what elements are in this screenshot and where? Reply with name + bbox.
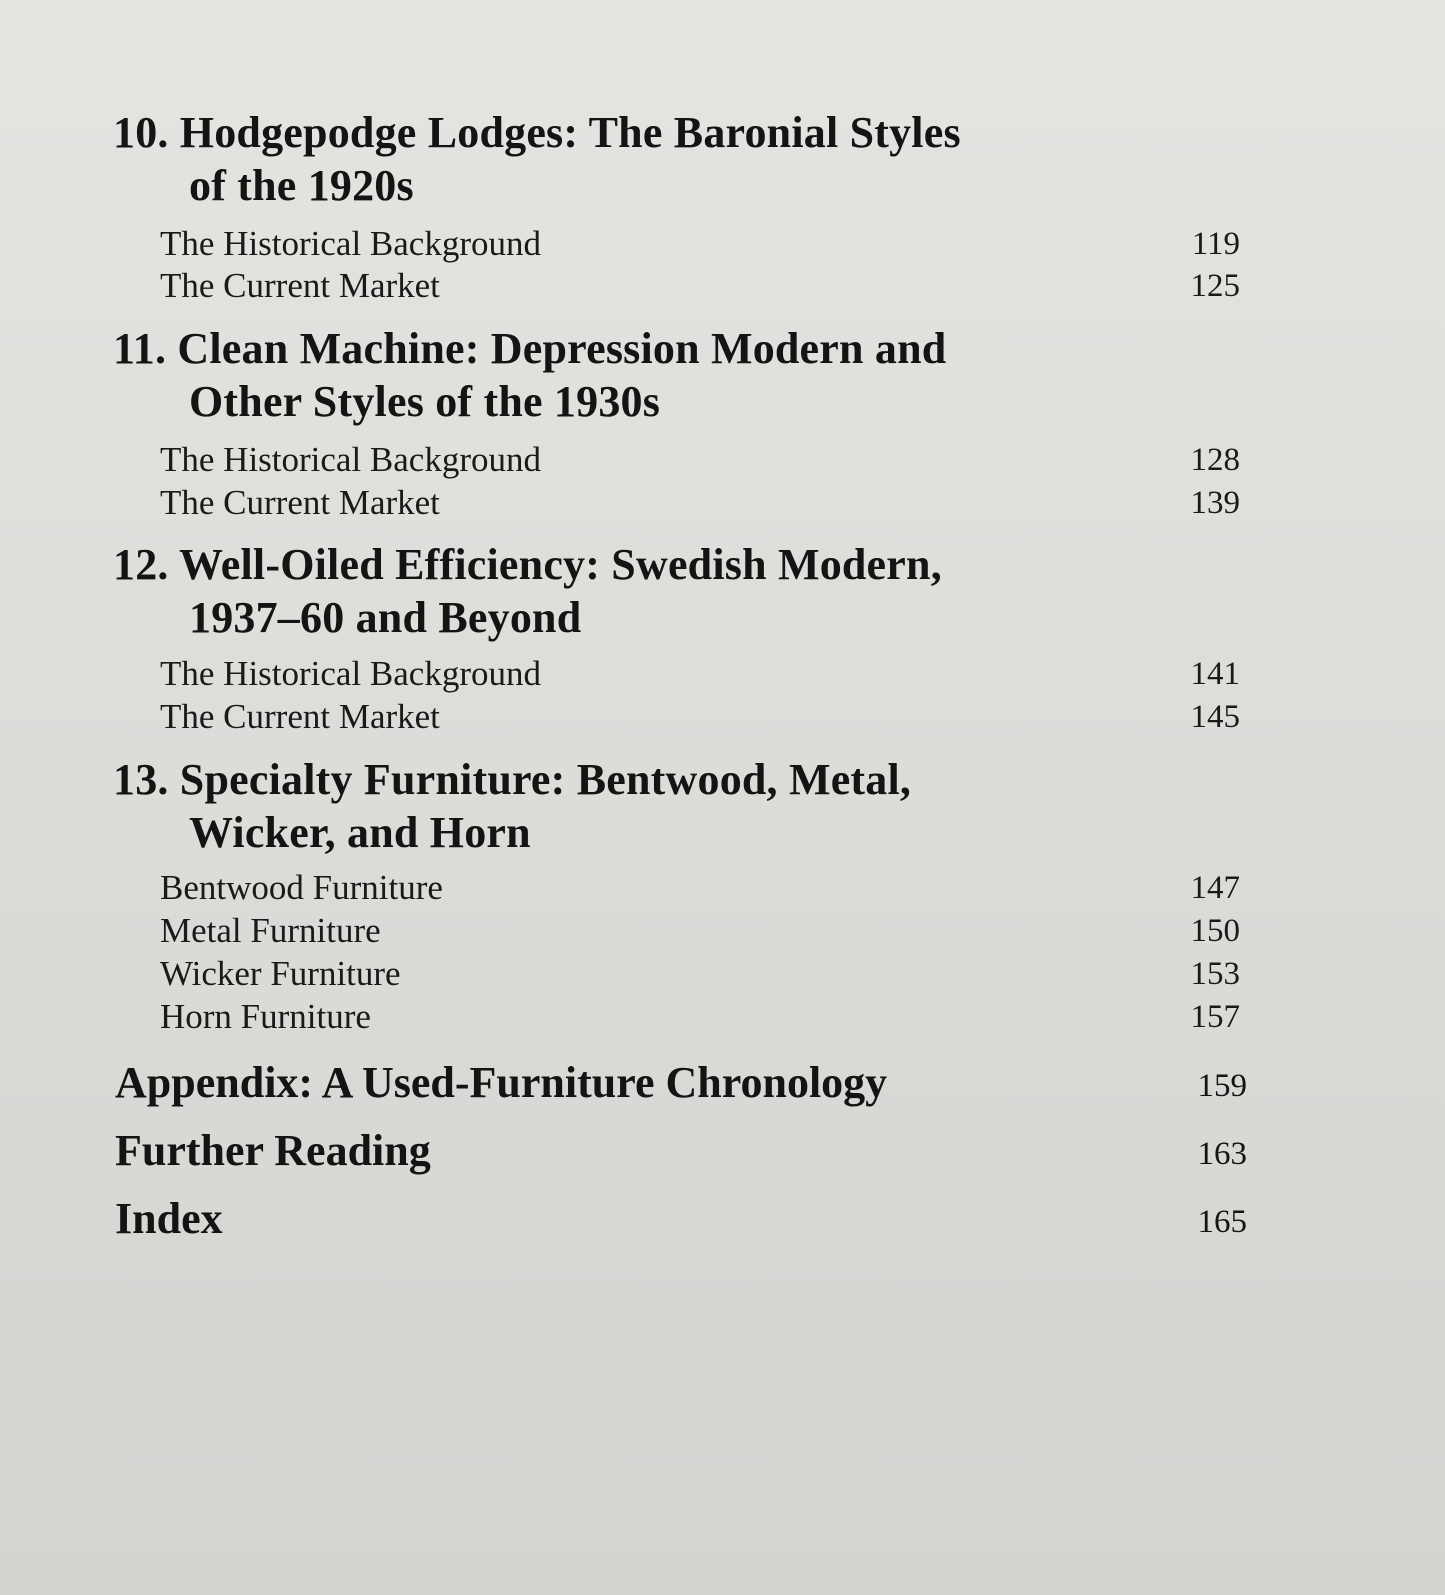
chapter-title-line: 11. Clean Machine: Depression Modern and (113, 324, 947, 373)
page-number: 163 (1197, 1136, 1247, 1172)
chapter-title-line: 1937–60 and Beyond (189, 593, 582, 642)
page-number: 159 (1197, 1068, 1247, 1104)
page-number: 128 (1190, 442, 1240, 478)
page-number: 147 (1190, 870, 1240, 906)
section-label: The Historical Background (160, 440, 542, 479)
section-label: The Current Market (160, 266, 440, 305)
chapter-12-title (113, 538, 942, 644)
section-label: The Historical Background (160, 654, 542, 693)
chapter-title-line: Wicker, and Horn (189, 808, 531, 857)
chapter-title-line: 13. Specialty Furniture: Bentwood, Metal, (113, 755, 912, 804)
back-matter-label: Further Reading (115, 1126, 431, 1175)
chapter-title-line: Other Styles of the 1930s (189, 377, 661, 426)
page-number: 139 (1190, 485, 1240, 521)
back-matter-label: Appendix: A Used-Furniture Chronology (115, 1058, 888, 1107)
section-label: Metal Furniture (160, 911, 381, 950)
page-number: 150 (1190, 913, 1240, 949)
chapter-title-line: 12. Well-Oiled Efficiency: Swedish Modern, (113, 540, 942, 589)
section-label: The Historical Background (160, 224, 542, 263)
section-label: The Current Market (160, 697, 440, 736)
section-label: Bentwood Furniture (160, 868, 443, 907)
section-label: Horn Furniture (160, 997, 371, 1036)
page-number: 145 (1190, 699, 1240, 735)
chapter-13-title (113, 753, 911, 859)
chapter-10-title (113, 106, 961, 212)
back-matter-label: Index (115, 1194, 223, 1243)
page-number: 157 (1190, 999, 1240, 1035)
section-label: The Current Market (160, 483, 440, 522)
chapter-11-title (113, 322, 946, 428)
page-number: 141 (1190, 656, 1240, 692)
page-number: 125 (1190, 268, 1240, 304)
chapter-title-line: of the 1920s (189, 161, 414, 210)
page-number: 119 (1191, 226, 1240, 262)
chapter-title-line: 10. Hodgepodge Lodges: The Baronial Styles (113, 108, 961, 157)
page-number: 153 (1190, 956, 1240, 992)
page-number: 165 (1197, 1204, 1247, 1240)
section-label: Wicker Furniture (160, 954, 401, 993)
